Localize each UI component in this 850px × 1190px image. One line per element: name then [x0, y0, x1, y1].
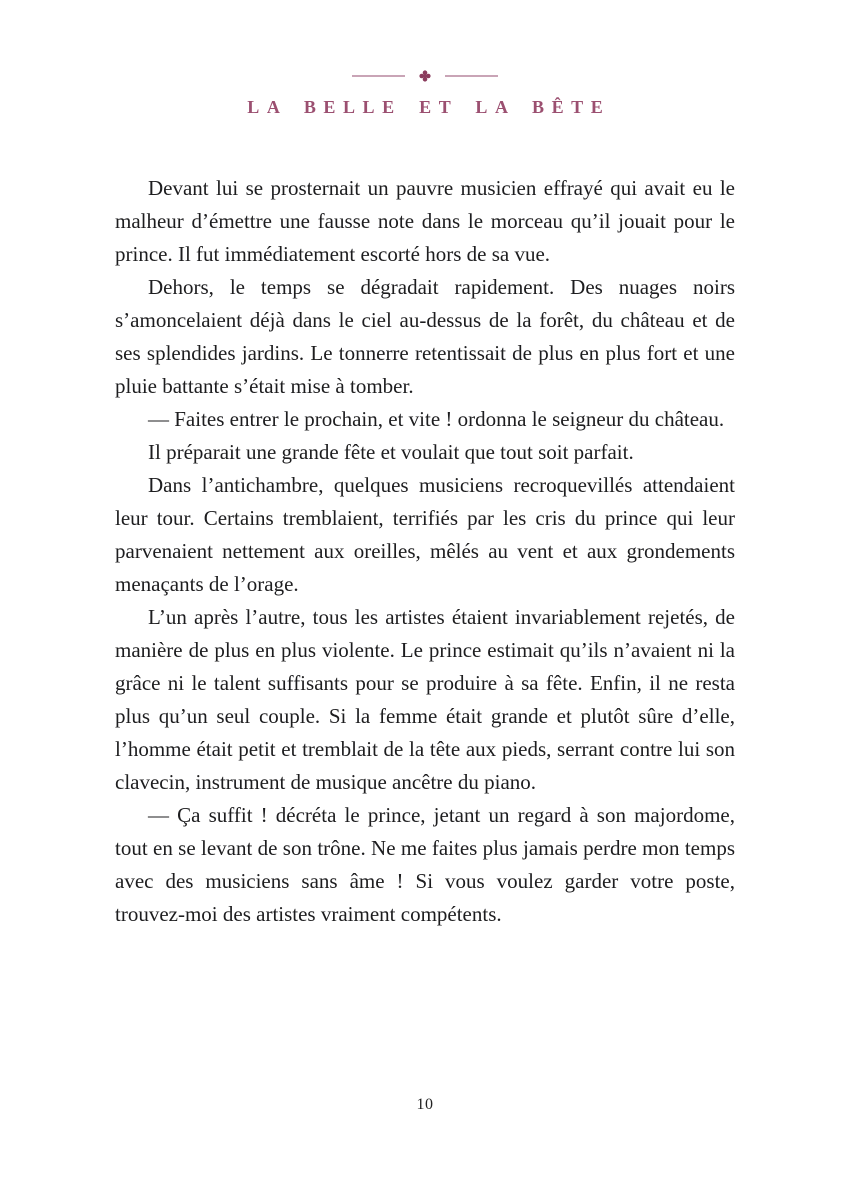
chapter-title: LA BELLE ET LA BÊTE	[247, 97, 611, 117]
paragraph: Devant lui se prosternait un pauvre musicien effrayé qui avait eu le malheur d’émettre une fausse note dans le morceau qu’il jouait pour le prince. Il fut immédiatement escorté hors de sa vue.	[115, 176, 735, 266]
story-text	[115, 172, 735, 931]
header-divider	[0, 69, 850, 82]
florette-ornament-icon	[419, 70, 431, 82]
paragraph: L’un après l’autre, tous les artistes étaient invariablement rejetés, de manière de plus en plus violente. Le prince estimait qu’ils n’avaient ni la grâce ni le talent suffisants pour se produire à sa fête. Enfin, il ne resta plus qu’un seul couple. Si la femme était grande et plutôt sûre d’elle, l’homme était petit et tremblait de la tête aux pieds, serrant contre lui son clavecin, instrument de musique ancêtre du piano.	[115, 605, 735, 794]
paragraph-dialogue: — Faites entrer le prochain, et vite ! ordonna le seigneur du château.	[148, 407, 725, 431]
divider-rule-right	[445, 75, 498, 77]
page-footer	[0, 1096, 850, 1114]
paragraph: Dehors, le temps se dégradait rapidement. Des nuages noirs s’amoncelaient déjà dans le ciel au-dessus de la forêt, du château et de ses splendides jardins. Le tonnerre retentissait de plus en plus fort et une pluie battante s’était mise à tomber.	[115, 275, 735, 398]
divider-rule-left	[352, 75, 405, 77]
paragraph: Dans l’antichambre, quelques musiciens recroquevillés attendaient leur tour. Certains tremblaient, terrifiés par les cris du prince qui leur parvenaient nettement aux oreilles, mêlés au vent et aux grondements menaçants de l’orage.	[115, 473, 735, 596]
paragraph-dialogue: — Ça suffit ! décréta le prince, jetant un regard à son majordome, tout en se levant de son trône. Ne me faites plus jamais perdre mon temps avec des musiciens sans âme ! Si vous voulez garder votre poste, trouvez-moi des artistes vraiment compétents.	[115, 803, 735, 926]
page-number: 10	[416, 1096, 434, 1113]
chapter-header	[0, 0, 850, 118]
paragraph: Il préparait une grande fête et voulait que tout soit parfait.	[148, 440, 634, 464]
